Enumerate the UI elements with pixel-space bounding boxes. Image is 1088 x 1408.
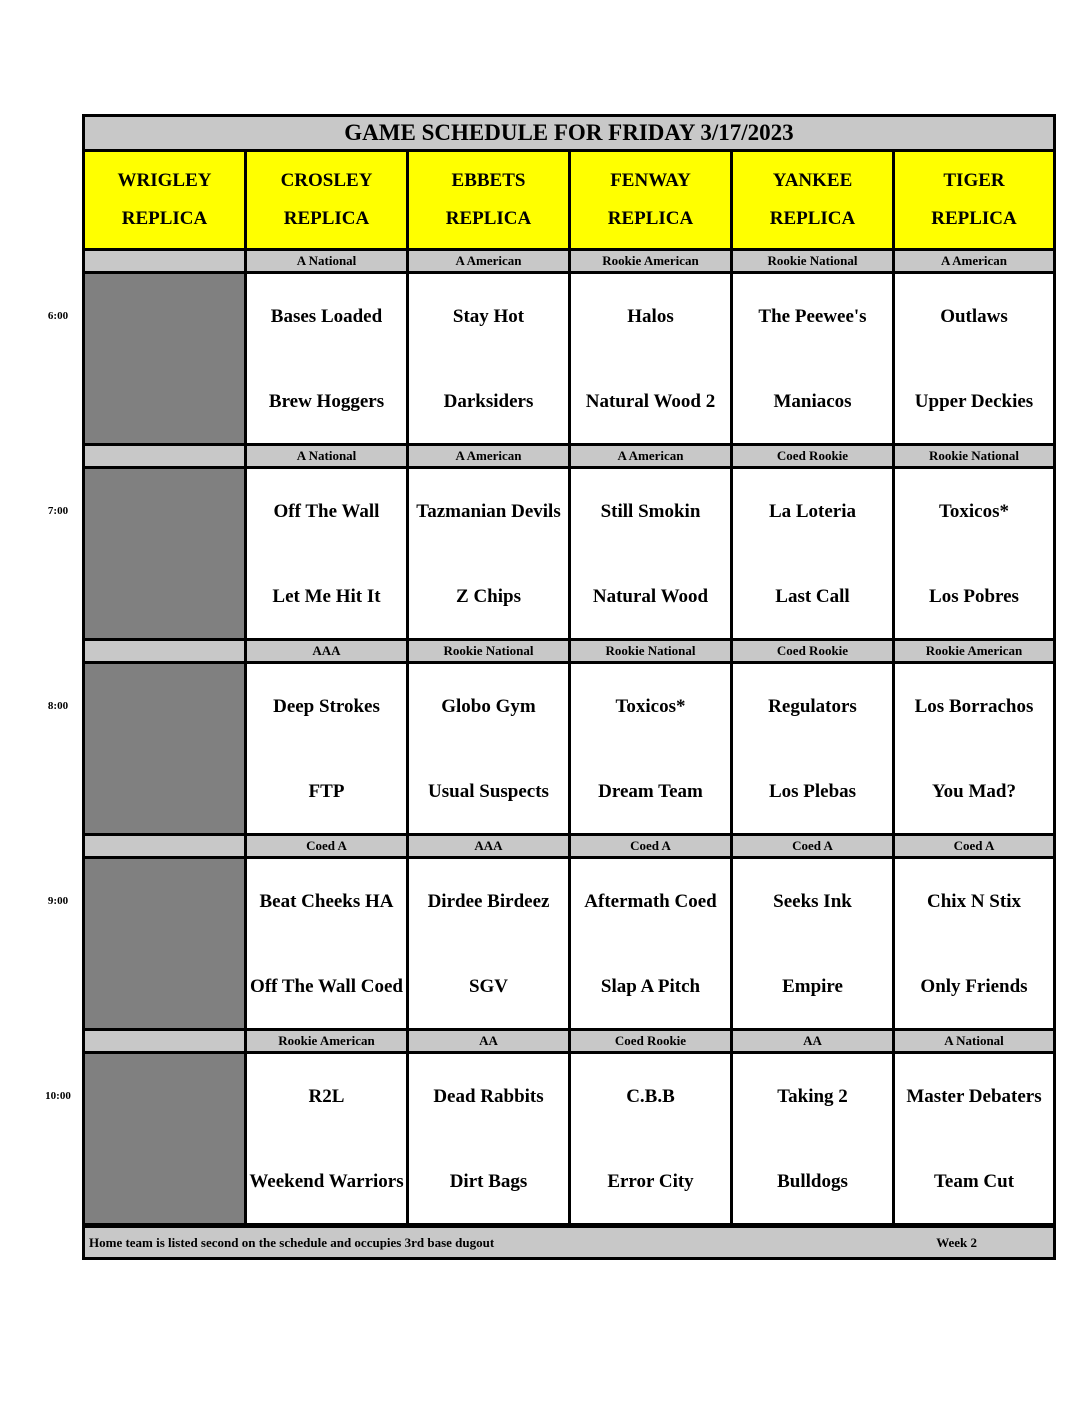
home-team: FTP — [247, 750, 406, 833]
field-subtitle: REPLICA — [283, 208, 370, 229]
field-header-tiger — [895, 152, 1053, 248]
field-name: FENWAY — [610, 170, 691, 191]
field-subtitle: REPLICA — [445, 208, 532, 229]
home-team: Usual Suspects — [409, 750, 568, 833]
away-team: Dirdee Birdeez — [409, 859, 568, 945]
away-team: Los Borrachos — [895, 664, 1053, 750]
home-team: Dream Team — [571, 750, 730, 833]
field-name: CROSLEY — [280, 170, 373, 191]
field-subtitle: REPLICA — [769, 208, 856, 229]
away-team: Halos — [571, 274, 730, 360]
unused-band — [85, 1031, 244, 1051]
division-label: AAA — [247, 641, 406, 661]
home-team: Empire — [733, 945, 892, 1028]
schedule-title: GAME SCHEDULE FOR FRIDAY 3/17/2023 — [85, 117, 1053, 149]
away-team: Beat Cheeks HA — [247, 859, 406, 945]
division-label: A National — [895, 1031, 1053, 1051]
home-team: Bulldogs — [733, 1140, 892, 1223]
away-team: Still Smokin — [571, 469, 730, 555]
home-team: Natural Wood — [571, 555, 730, 638]
division-label: A National — [247, 251, 406, 271]
division-label: AA — [409, 1031, 568, 1051]
time-label: 9:00 — [47, 895, 69, 907]
division-label: A National — [247, 446, 406, 466]
field-subtitle: REPLICA — [607, 208, 694, 229]
field-name: EBBETS — [451, 170, 526, 191]
division-label: Rookie National — [895, 446, 1053, 466]
division-label: AAA — [409, 836, 568, 856]
field-header-yankee — [733, 152, 892, 248]
division-label: A American — [409, 446, 568, 466]
field-name: WRIGLEY — [117, 170, 212, 191]
division-label: Rookie American — [247, 1031, 406, 1051]
away-team: The Peewee's — [733, 274, 892, 360]
home-team: Team Cut — [895, 1140, 1053, 1223]
home-team: Let Me Hit It — [247, 555, 406, 638]
home-team: Upper Deckies — [895, 360, 1053, 443]
unused-field-block — [85, 664, 244, 833]
unused-band — [85, 836, 244, 856]
away-team: Taking 2 — [733, 1054, 892, 1140]
division-label: Coed A — [733, 836, 892, 856]
home-team: Weekend Warriors — [247, 1140, 406, 1223]
away-team: C.B.B — [571, 1054, 730, 1140]
away-team: Chix N Stix — [895, 859, 1053, 945]
home-team: Last Call — [733, 555, 892, 638]
away-team: La Loteria — [733, 469, 892, 555]
division-label: A American — [409, 251, 568, 271]
field-name: YANKEE — [772, 170, 853, 191]
away-team: Tazmanian Devils — [409, 469, 568, 555]
division-label: Coed A — [247, 836, 406, 856]
time-label: 8:00 — [47, 700, 69, 712]
division-label: Coed A — [895, 836, 1053, 856]
home-team: Slap A Pitch — [571, 945, 730, 1028]
field-name: TIGER — [943, 170, 1005, 191]
home-team: Dirt Bags — [409, 1140, 568, 1223]
division-label: Rookie National — [571, 641, 730, 661]
away-team: Bases Loaded — [247, 274, 406, 360]
home-team: Z Chips — [409, 555, 568, 638]
time-label: 7:00 — [47, 505, 69, 517]
away-team: Aftermath Coed — [571, 859, 730, 945]
away-team: Stay Hot — [409, 274, 568, 360]
schedule-table — [82, 114, 1056, 1260]
away-team: Toxicos* — [895, 469, 1053, 555]
home-team: Los Pobres — [895, 555, 1053, 638]
away-team: Regulators — [733, 664, 892, 750]
away-team: Dead Rabbits — [409, 1054, 568, 1140]
home-team: Brew Hoggers — [247, 360, 406, 443]
division-label: Coed Rookie — [571, 1031, 730, 1051]
field-subtitle: REPLICA — [931, 208, 1017, 229]
division-label: Rookie National — [409, 641, 568, 661]
home-team: Natural Wood 2 — [571, 360, 730, 443]
unused-band — [85, 446, 244, 466]
home-team: Only Friends — [895, 945, 1053, 1028]
field-header-fenway — [571, 152, 730, 248]
away-team: Seeks Ink — [733, 859, 892, 945]
week-label: Week 2 — [936, 1234, 977, 1250]
field-header-wrigley — [85, 152, 244, 248]
field-subtitle: REPLICA — [121, 208, 208, 229]
home-team: Maniacos — [733, 360, 892, 443]
home-team: Los Plebas — [733, 750, 892, 833]
division-label: AA — [733, 1031, 892, 1051]
home-team: Error City — [571, 1140, 730, 1223]
home-team: Off The Wall Coed — [247, 945, 406, 1028]
footer-note: Home team is listed second on the schedule and occupies 3rd base dugout — [89, 1234, 495, 1250]
division-label: Rookie National — [733, 251, 892, 271]
division-label: Rookie American — [895, 641, 1053, 661]
division-label: Rookie American — [571, 251, 730, 271]
unused-field-block — [85, 1054, 244, 1223]
division-label: A American — [571, 446, 730, 466]
division-label: A American — [895, 251, 1053, 271]
field-header-ebbets — [409, 152, 568, 248]
division-label: Coed Rookie — [733, 641, 892, 661]
unused-band — [85, 641, 244, 661]
division-label: Coed Rookie — [733, 446, 892, 466]
away-team: R2L — [247, 1054, 406, 1140]
away-team: Toxicos* — [571, 664, 730, 750]
away-team: Off The Wall — [247, 469, 406, 555]
home-team: Darksiders — [409, 360, 568, 443]
schedule-footer — [85, 1228, 1053, 1257]
home-team: SGV — [409, 945, 568, 1028]
unused-field-block — [85, 859, 244, 1028]
home-team: You Mad? — [895, 750, 1053, 833]
unused-band — [85, 251, 244, 271]
away-team: Master Debaters — [895, 1054, 1053, 1140]
time-label: 6:00 — [47, 310, 69, 322]
away-team: Globo Gym — [409, 664, 568, 750]
away-team: Deep Strokes — [247, 664, 406, 750]
unused-field-block — [85, 274, 244, 443]
division-label: Coed A — [571, 836, 730, 856]
away-team: Outlaws — [895, 274, 1053, 360]
unused-field-block — [85, 469, 244, 638]
field-header-crosley — [247, 152, 406, 248]
time-label: 10:00 — [45, 1090, 71, 1102]
